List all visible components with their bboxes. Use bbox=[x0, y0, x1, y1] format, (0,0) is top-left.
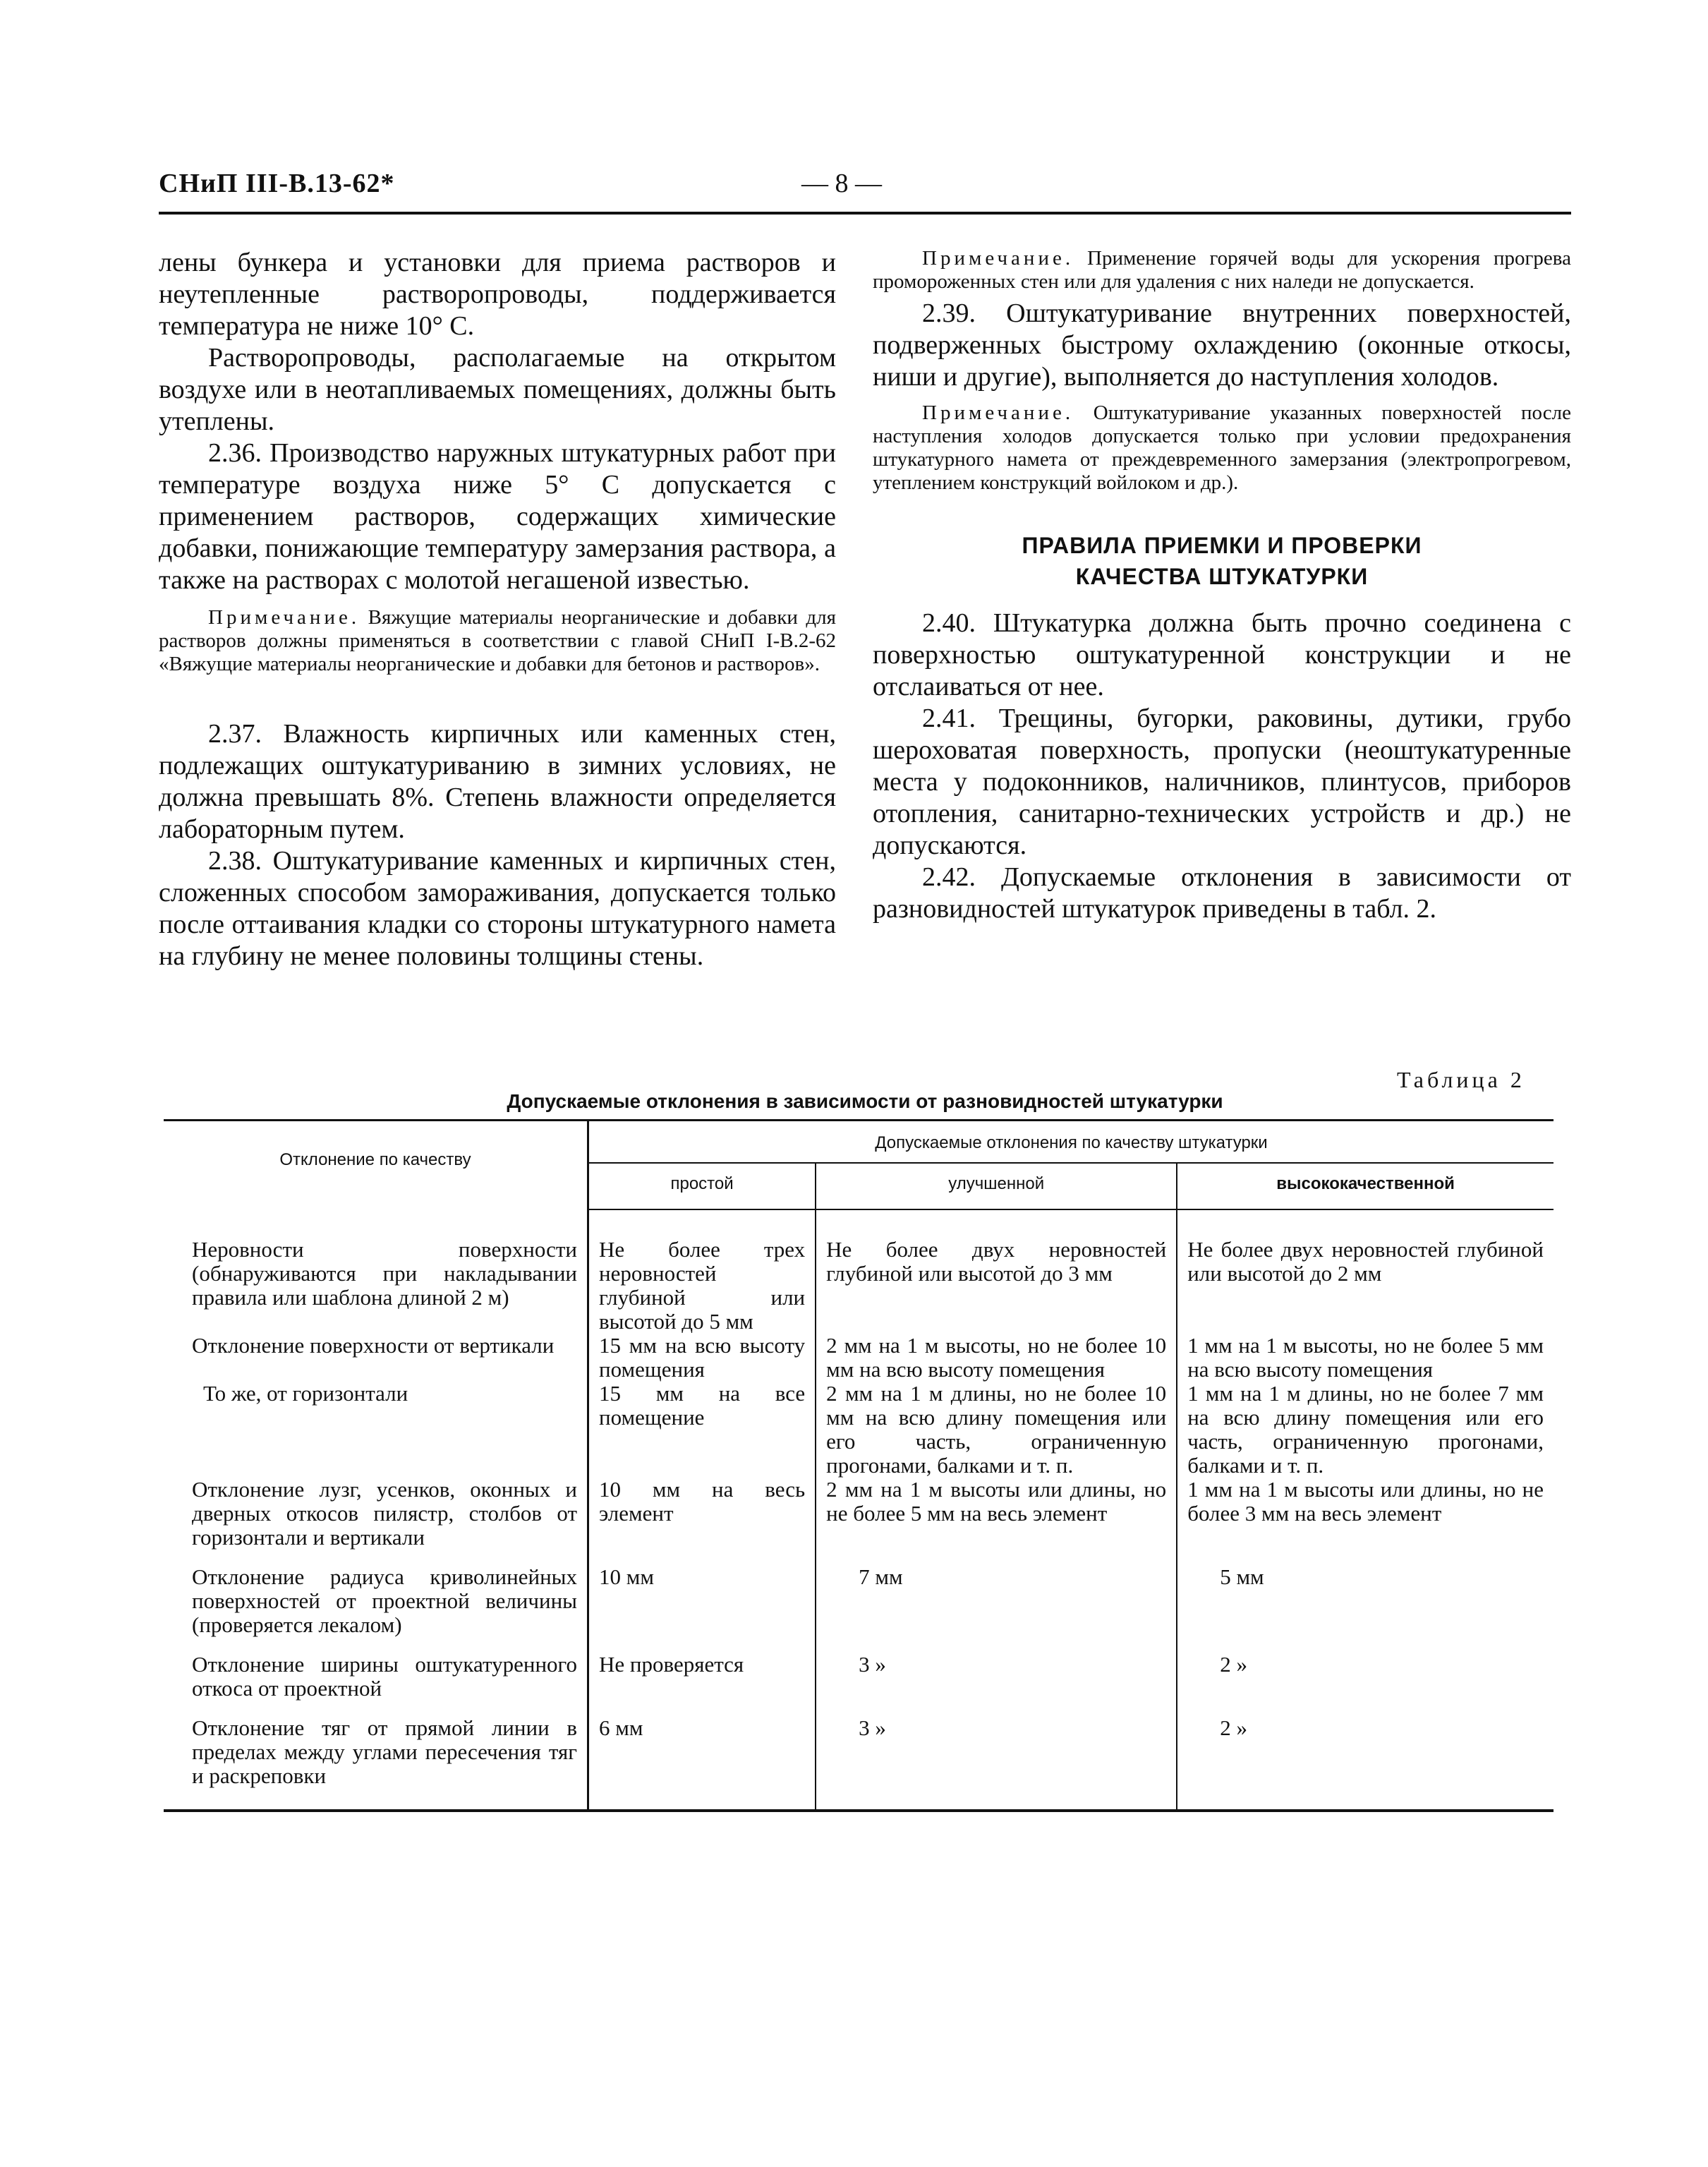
note-label: Примечание. bbox=[922, 402, 1074, 424]
clause-number: 2.40. bbox=[922, 608, 976, 638]
table-cell: 15 мм на все помещение bbox=[599, 1381, 806, 1430]
deviations-table bbox=[164, 1119, 1553, 1812]
table-cell: 10 мм на весь элемент bbox=[599, 1477, 806, 1526]
table-cell: 10 мм bbox=[599, 1564, 654, 1589]
table-cell: Не проверяется bbox=[599, 1652, 744, 1677]
table-label: Таблица 2 bbox=[1397, 1067, 1525, 1092]
clause-number: 2.36. bbox=[208, 438, 262, 468]
column-header: простой bbox=[588, 1163, 816, 1209]
left-column bbox=[159, 247, 836, 972]
clause-number: 2.37. bbox=[208, 719, 262, 749]
table-cell: 1 мм на 1 м длины, но не более 7 мм на всю длину помещения или его часть, ограниченную прогонами, балками и т. п. bbox=[1177, 1382, 1553, 1478]
header-rule bbox=[159, 212, 1571, 215]
table-cell: 1 мм на 1 м высоты или длины, но не более 3 мм на весь элемент bbox=[1177, 1478, 1553, 1565]
clause-2-39: 2.39. Оштукатуривание внутренних поверхностей, подверженных быстрому охлаждению (оконные откосы, ниши и другие), выполняется до наступления холодов. bbox=[873, 298, 1571, 392]
row-label: То же, от горизонтали bbox=[164, 1382, 588, 1478]
note-label: Примечание. bbox=[208, 606, 361, 629]
table-cell: 1 мм на 1 м высоты, но не более 5 мм на всю высоту помещения bbox=[1177, 1334, 1553, 1382]
table-cell: 2 » bbox=[1177, 1716, 1553, 1811]
paragraph: Растворопроводы, располагаемые на открытом воздухе или в неотапливаемых помещениях, должны быть утеплены. bbox=[159, 343, 836, 436]
table-cell: 3 » bbox=[816, 1653, 1177, 1716]
table-cell: 2 мм на 1 м длины, но не более 10 мм на всю длину помещения или его часть, ограниченную прогонами, балками и т. п. bbox=[816, 1382, 1177, 1478]
clause-2-41: 2.41. Трещины, бугорки, раковины, дутики, грубо шероховатая поверхность, пропуски (неоштукатуренные места у подоконников, наличников, плинтусов, приборов отопления, санитарно-технических устройств и др.) не допускаются. bbox=[873, 704, 1571, 860]
paragraph: лены бункера и установки для приема растворов и неутепленные растворопроводы, поддерживается температура не ниже 10° С. bbox=[159, 248, 836, 341]
page-number: — 8 — bbox=[801, 169, 882, 198]
row-label: Отклонение лузг, усенков, оконных и дверных откосов пилястр, столбов от горизонтали и вертикали bbox=[164, 1478, 588, 1565]
table-row bbox=[164, 1478, 1553, 1565]
table-row bbox=[164, 1334, 1553, 1382]
table-cell: 2 мм на 1 м высоты, но не более 10 мм на всю высоту помещения bbox=[816, 1334, 1177, 1382]
right-column bbox=[873, 247, 1571, 925]
table-title: Допускаемые отклонения в зависимости от разновидностей штукатурки bbox=[507, 1090, 1223, 1112]
note: Примечание. Применение горячей воды для ускорения прогрева промороженных стен или для удаления с них наледи не допускается. bbox=[873, 247, 1571, 293]
table-cell: Не более двух неровностей глубиной или высотой до 2 мм bbox=[1177, 1238, 1553, 1334]
column-header: улучшенной bbox=[816, 1163, 1177, 1209]
table-cell: 2 мм на 1 м высоты или длины, но не более 5 мм на весь элемент bbox=[816, 1478, 1177, 1565]
row-label: Отклонение поверхности от вертикали bbox=[164, 1334, 588, 1382]
row-label: Отклонение радиуса криволинейных поверхностей от проектной величины (проверяется лекалом) bbox=[164, 1565, 588, 1653]
column-header: Отклонение по качеству bbox=[164, 1121, 588, 1210]
note: Примечание. Оштукатуривание указанных поверхностей после наступления холодов допускается только при условии предохранения штукатурного намета от преждевременного замерзания (электропрогревом, утеплением конструкций войлоком и др.). bbox=[873, 402, 1571, 494]
clause-2-40: 2.40. Штукатурка должна быть прочно соединена с поверхностью оштукатуренной конструкции и не отслаиваться от нее. bbox=[873, 608, 1571, 701]
clause-2-36: 2.36. Производство наружных штукатурных работ при температуре воздуха ниже 5° С допускается с применением растворов, содержащих химические добавки, понижающие температуру замерзания раствора, а также на растворах с молотой негашеной известью. bbox=[159, 438, 836, 595]
table-cell: 7 мм bbox=[816, 1565, 1177, 1653]
row-label: Отклонение ширины оштукатуренного откоса от проектной bbox=[164, 1653, 588, 1716]
table-cell: Не более трех неровностей глубиной или высотой до 5 мм bbox=[599, 1237, 806, 1334]
row-label: Отклонение тяг от прямой линии в пределах между углами пересечения тяг и раскреповки bbox=[164, 1716, 588, 1811]
clause-number: 2.38. bbox=[208, 846, 262, 876]
clause-2-37: 2.37. Влажность кирпичных или каменных стен, подлежащих оштукатуриванию в зимних условиях, не должна превышать 8%. Степень влажности определяется лабораторным путем. bbox=[159, 719, 836, 844]
column-header: высококачественной bbox=[1177, 1163, 1553, 1209]
clause-2-38: 2.38. Оштукатуривание каменных и кирпичных стен, сложенных способом замораживания, допускается только после оттаивания кладки со стороны штукатурного намета на глубину не менее половины толщины стены. bbox=[159, 846, 836, 971]
table-cell: 2 » bbox=[1177, 1653, 1553, 1716]
document-code: СНиП III-В.13-62* bbox=[159, 169, 395, 198]
table-cell: Не более двух неровностей глубиной или высотой до 3 мм bbox=[816, 1238, 1177, 1334]
section-heading: ПРАВИЛА ПРИЕМКИ И ПРОВЕРКИ КАЧЕСТВА ШТУКАТУРКИ bbox=[1022, 533, 1422, 589]
row-label: Неровности поверхности (обнаруживаются при накладывании правила или шаблона длиной 2 м) bbox=[164, 1238, 588, 1334]
note-label: Примечание. bbox=[922, 247, 1074, 270]
clause-number: 2.39. bbox=[922, 298, 976, 328]
note: Примечание. Вяжущие материалы неорганические и добавки для растворов должны применяться в соответствии с главой СНиП I-В.2-62 «Вяжущие материалы неорганические и добавки для бетонов и растворов». bbox=[159, 606, 836, 675]
column-group-header: Допускаемые отклонения по качеству штукатурки bbox=[588, 1121, 1554, 1164]
table-cell: 15 мм на всю высоту помещения bbox=[599, 1333, 806, 1382]
table-row bbox=[164, 1653, 1553, 1716]
table-cell: 6 мм bbox=[599, 1715, 643, 1740]
table-row bbox=[164, 1565, 1553, 1653]
clause-number: 2.41. bbox=[922, 704, 976, 733]
table-row bbox=[164, 1716, 1553, 1811]
table-row bbox=[164, 1382, 1553, 1478]
table-row bbox=[164, 1238, 1553, 1334]
table-cell: 5 мм bbox=[1177, 1565, 1553, 1653]
clause-2-42: 2.42. Допускаемые отклонения в зависимости от разновидностей штукатурок приведены в табл. 2. bbox=[873, 862, 1571, 924]
clause-number: 2.42. bbox=[922, 862, 976, 892]
table-cell: 3 » bbox=[816, 1716, 1177, 1811]
